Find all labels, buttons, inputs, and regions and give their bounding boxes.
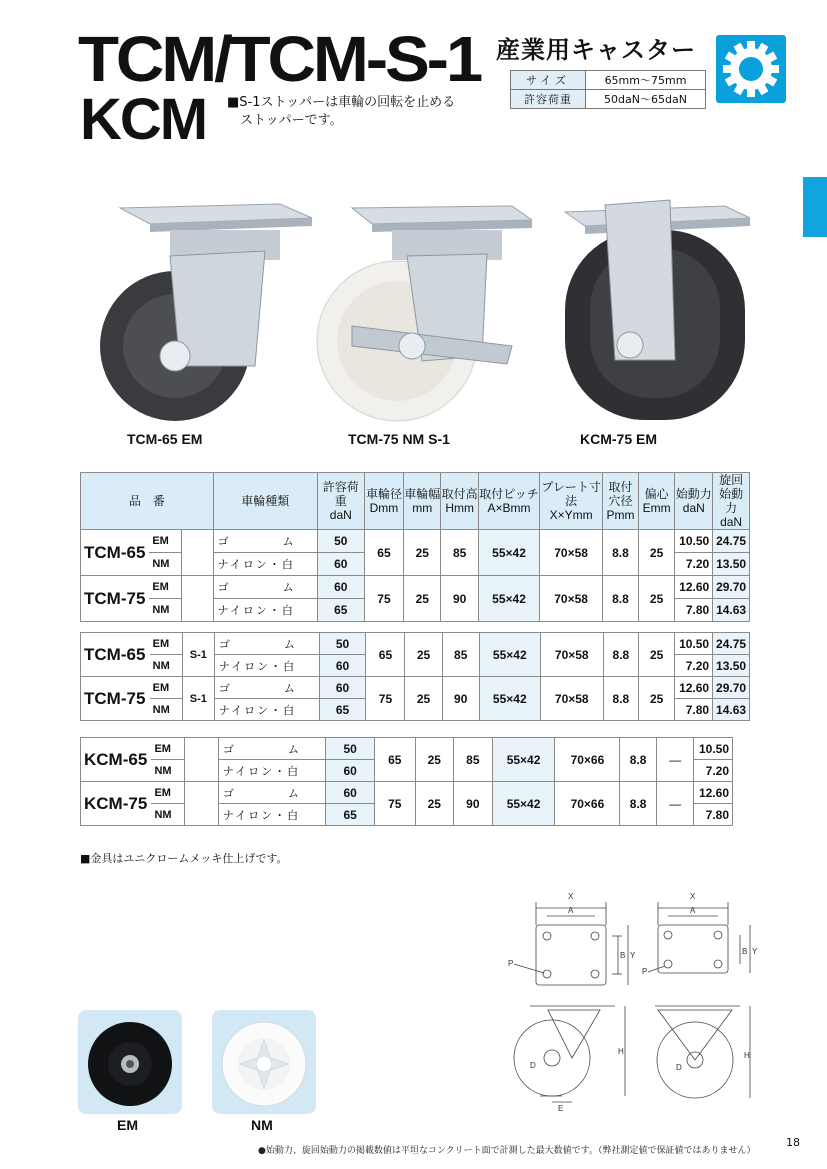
table-row: TCM-75 EM S-1 ゴ ム 60 75 25 90 55×42 70×58 8.8 25 12.60 29.70 bbox=[81, 677, 750, 699]
svg-text:A: A bbox=[690, 906, 696, 915]
spec-table-tcm bbox=[80, 472, 750, 622]
table-row: TCM-75 EM ゴ ム 60 75 25 90 55×42 70×58 8.8 25 12.60 29.70 bbox=[81, 576, 750, 599]
caster-photo-tcm75-s1 bbox=[312, 196, 532, 426]
col-height: 取付高 Hmm bbox=[441, 473, 479, 530]
col-width: 車輪幅 mm bbox=[404, 473, 441, 530]
col-diameter: 車輪径 Dmm bbox=[364, 473, 404, 530]
caster-photo-kcm75 bbox=[555, 190, 755, 426]
table-row: NM ナイロン・白 60 7.20 bbox=[81, 760, 733, 782]
col-offset: 偏心 Emm bbox=[638, 473, 675, 530]
load-value: 50daN〜65daN bbox=[586, 90, 706, 109]
table-row: NM ナイロン・白 60 7.20 13.50 bbox=[81, 553, 750, 576]
table-row: NM ナイロン・白 65 7.80 bbox=[81, 804, 733, 826]
col-load: 許容荷重 daN bbox=[317, 473, 364, 530]
size-value: 65mm〜75mm bbox=[586, 71, 706, 90]
svg-text:D: D bbox=[676, 1063, 682, 1072]
wheel-thumb-nm bbox=[212, 1010, 316, 1114]
wheel-label-em: EM bbox=[117, 1117, 138, 1133]
col-start-force: 始動力 daN bbox=[675, 473, 713, 530]
gear-icon bbox=[716, 35, 786, 103]
table-row: NM ナイロン・白 60 7.20 13.50 bbox=[81, 655, 750, 677]
dimension-drawing bbox=[500, 888, 790, 1120]
table-row: KCM-65 EM ゴ ム 50 65 25 85 55×42 70×66 8.8 — 10.50 bbox=[81, 738, 733, 760]
photo-caption-3: KCM-75 EM bbox=[580, 431, 658, 447]
page-number: 18 bbox=[786, 1136, 800, 1149]
svg-text:A: A bbox=[568, 906, 574, 915]
svg-text:P: P bbox=[642, 967, 648, 976]
table-row: NM ナイロン・白 65 7.80 14.63 bbox=[81, 599, 750, 622]
svg-text:E: E bbox=[558, 1104, 564, 1113]
photo-caption-1: TCM-65 EM bbox=[127, 431, 203, 447]
product-title-kcm: KCM bbox=[80, 87, 207, 152]
col-swivel-force: 旋回 始動力 daN bbox=[713, 473, 750, 530]
wheel-thumb-em bbox=[78, 1010, 182, 1114]
col-wheel-type: 車輪種類 bbox=[213, 473, 317, 530]
spec-table-tcm-s1 bbox=[80, 632, 750, 721]
svg-text:X: X bbox=[690, 892, 696, 901]
svg-text:B: B bbox=[742, 947, 748, 956]
col-hole: 取付穴径 Pmm bbox=[603, 473, 639, 530]
svg-text:P: P bbox=[508, 959, 514, 968]
wheel-label-nm: NM bbox=[251, 1117, 273, 1133]
load-label: 許容荷重 bbox=[511, 90, 586, 109]
plating-note: ■金具はユニクロームメッキ仕上げです。 bbox=[80, 852, 288, 865]
size-load-summary bbox=[510, 70, 706, 109]
table-row: TCM-65 EM S-1 ゴ ム 50 65 25 85 55×42 70×58 8.8 25 10.50 24.75 bbox=[81, 633, 750, 655]
col-plate: プレート寸法 X×Ymm bbox=[540, 473, 603, 530]
svg-text:H: H bbox=[618, 1047, 624, 1056]
caster-photo-tcm65 bbox=[80, 196, 320, 426]
product-title: TCM/TCM-S-1 bbox=[78, 23, 481, 95]
table-row: NM ナイロン・白 65 7.80 14.63 bbox=[81, 699, 750, 721]
photo-caption-2: TCM-75 NM S-1 bbox=[348, 431, 450, 447]
size-label: サイズ bbox=[511, 71, 586, 90]
stopper-note: ■S-1ストッパーは車輪の回転を止める ストッパーです。 bbox=[227, 95, 456, 128]
spec-table-kcm bbox=[80, 737, 733, 826]
svg-text:H: H bbox=[744, 1051, 750, 1060]
svg-text:B: B bbox=[620, 951, 626, 960]
table-row: KCM-75 EM ゴ ム 60 75 25 90 55×42 70×66 8.8 — 12.60 bbox=[81, 782, 733, 804]
svg-text:Y: Y bbox=[752, 947, 758, 956]
svg-text:Y: Y bbox=[630, 951, 636, 960]
svg-text:X: X bbox=[568, 892, 574, 901]
col-pitch: 取付ピッチ A×Bmm bbox=[478, 473, 539, 530]
table-row: TCM-65 EM ゴ ム 50 65 25 85 55×42 70×58 8.8 25 10.50 24.75 bbox=[81, 530, 750, 553]
svg-text:D: D bbox=[530, 1061, 536, 1070]
force-footnote: ●始動力、旋回始動力の掲載数値は平坦なコンクリート面で計測した最大数値です。（弊社測定値で保証値ではありません） bbox=[258, 1146, 756, 1156]
col-hinban: 品 番 bbox=[81, 473, 214, 530]
category-title: 産業用キャスター bbox=[496, 36, 696, 64]
section-tab bbox=[803, 177, 827, 237]
